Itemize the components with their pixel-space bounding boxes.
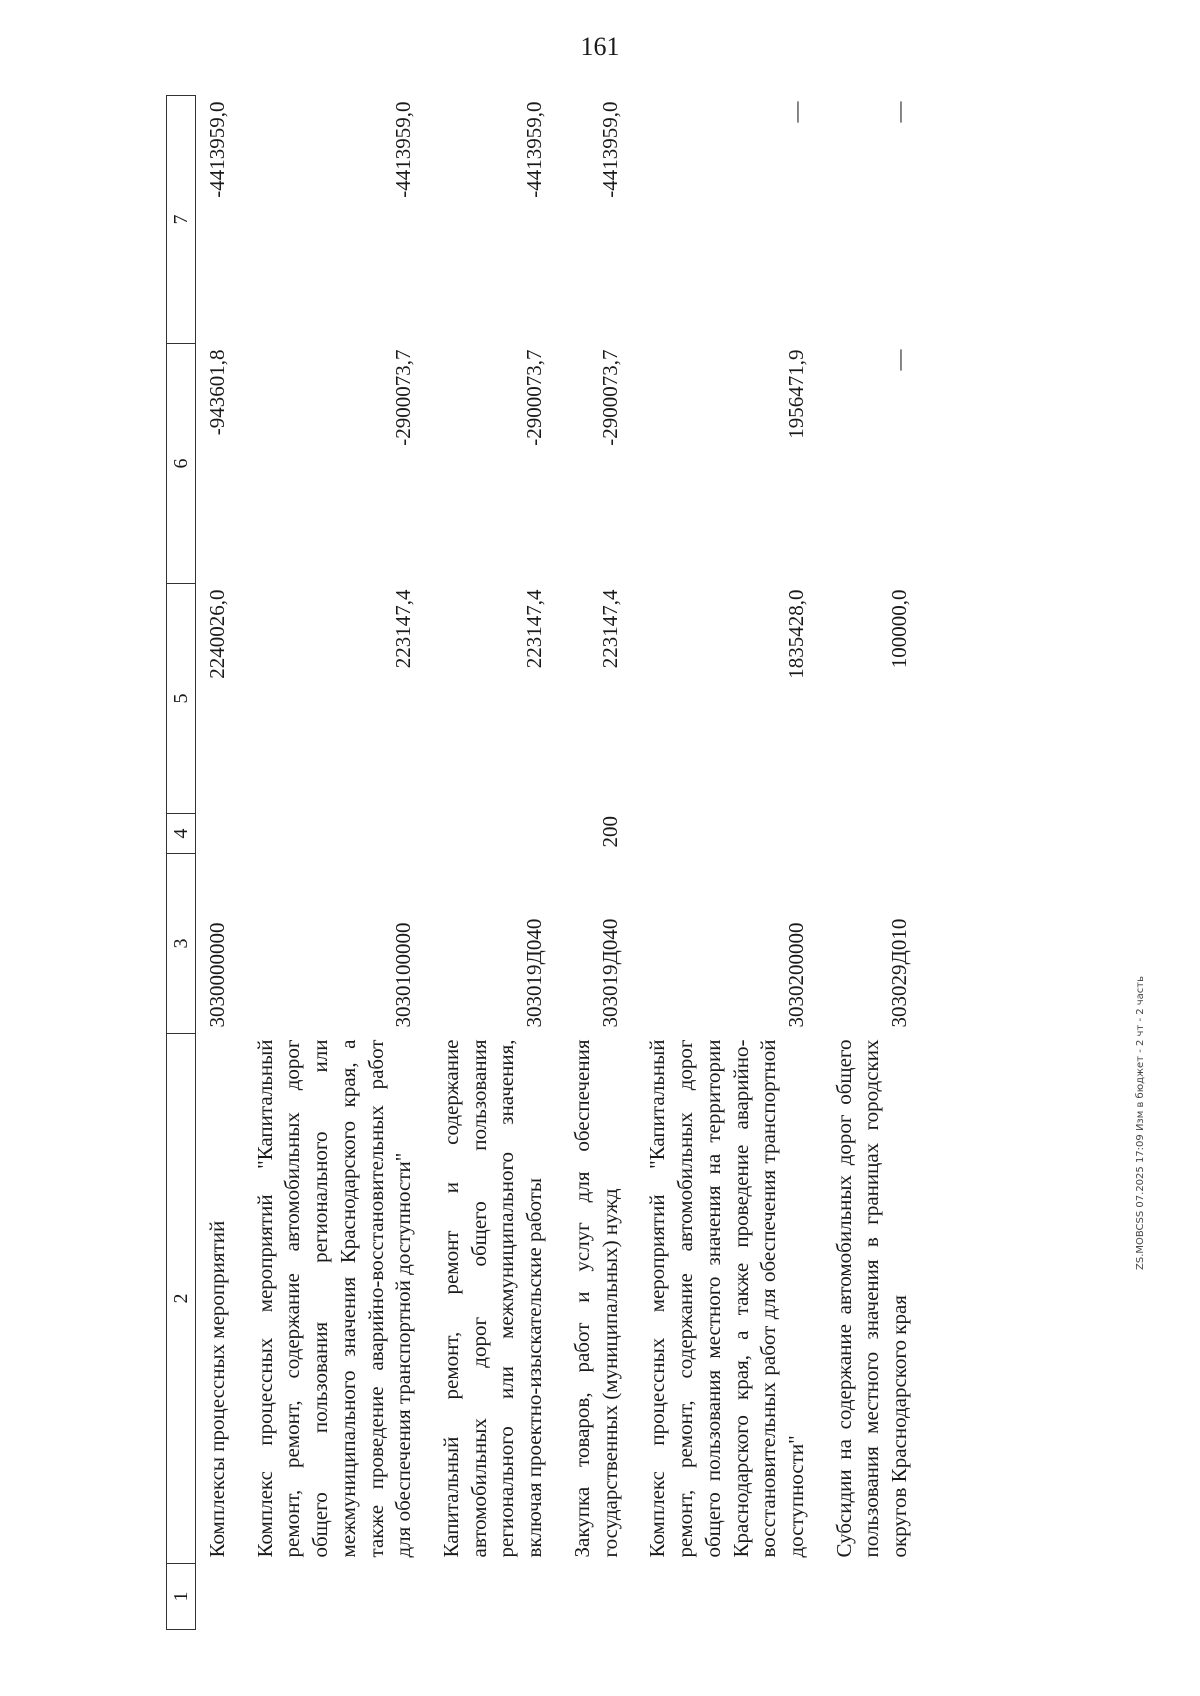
row-value-5: 2240026,0 <box>205 589 229 679</box>
header-col-5: 5 <box>167 584 196 814</box>
row-value-7: -4413959,0 <box>597 101 622 198</box>
row-value-5: 1835428,0 <box>783 589 808 679</box>
row-kvr <box>430 814 561 854</box>
row-value-6: — <box>887 349 912 371</box>
row-value-5: 100000,0 <box>887 589 912 669</box>
row-number-cell <box>561 1564 636 1630</box>
row-value-5: 223147,4 <box>391 589 416 669</box>
header-col-1: 1 <box>167 1564 196 1630</box>
header-col-6: 6 <box>167 344 196 584</box>
row-kvr <box>196 814 244 854</box>
row-value-6: -2900073,7 <box>597 349 622 446</box>
row-value-7: — <box>783 101 808 123</box>
row-name: Комплекс процессных мероприятий "Капитальный ремонт, ремонт, содержание автомобильных дорог общего пользования местного значения на территории Краснодарского края, а также проведение аварийно-восстановительных работ для обеспечения транспортной доступности" <box>645 1039 808 1558</box>
row-value-7: -4413959,0 <box>391 101 416 198</box>
row-value-6: 1956471,9 <box>783 349 808 439</box>
header-col-4: 4 <box>167 814 196 854</box>
row-number-cell <box>430 1564 561 1630</box>
row-value-7: -4413959,0 <box>522 101 547 198</box>
row-code: 3030000000 <box>205 922 229 1028</box>
row-value-5: 223147,4 <box>597 589 622 669</box>
table-row <box>561 96 636 1630</box>
table-row <box>430 96 561 1630</box>
table-row <box>196 96 244 1630</box>
row-code: 3030100000 <box>391 922 416 1028</box>
header-col-7: 7 <box>167 96 196 344</box>
row-number-cell <box>636 1564 822 1630</box>
row-value-5: 223147,4 <box>522 589 547 669</box>
row-kvr <box>823 814 926 854</box>
row-value-6: -943601,8 <box>205 349 229 436</box>
header-col-3: 3 <box>167 854 196 1034</box>
row-name: Комплексы процессных мероприятий <box>205 1220 229 1558</box>
row-code: 303029Д010 <box>887 918 912 1028</box>
row-value-7: -4413959,0 <box>205 101 229 198</box>
table-row <box>244 96 430 1630</box>
row-number-cell <box>823 1564 926 1630</box>
row-name: Капитальный ремонт, ремонт и содержание автомобильных дорог общего пользования регионального или межмуниципального значения, включая проектно-изыскательские работы <box>439 1039 547 1558</box>
budget-table <box>166 95 926 1630</box>
page-number: 161 <box>580 32 620 61</box>
row-kvr <box>244 814 430 854</box>
row-name: Субсидии на содержание автомобильных дорог общего пользования местного значения в границах городских округов Краснодарского края <box>831 1039 912 1558</box>
header-col-2: 2 <box>167 1034 196 1564</box>
table-row <box>823 96 926 1630</box>
row-value-7: — <box>887 101 912 123</box>
row-value-6: -2900073,7 <box>522 349 547 446</box>
row-name: Комплекс процессных мероприятий "Капитальный ремонт, ремонт, содержание автомобильных дорог общего пользования регионального или межмуниципального значения Краснодарского края, а также проведение аварийно-восстановительных работ для обеспечения транспортной доступности" <box>252 1039 416 1558</box>
rotated-table-container <box>166 96 1006 1630</box>
row-name: Закупка товаров, работ и услуг для обеспечения государственных (муниципальных) нужд <box>569 1039 622 1558</box>
row-kvr <box>636 814 822 854</box>
table-row <box>636 96 822 1630</box>
row-number-cell <box>196 1564 244 1630</box>
row-code: 3030200000 <box>783 922 808 1028</box>
row-code: 303019Д040 <box>522 918 547 1028</box>
row-kvr: 200 <box>597 816 622 848</box>
row-value-6: -2900073,7 <box>391 349 416 446</box>
header-row <box>167 96 196 1630</box>
row-number-cell <box>244 1564 430 1630</box>
row-code: 303019Д040 <box>597 918 622 1028</box>
footer-note: ZS.MOBCSS 07.2025 17:09 Изм в бюджет - 2 чт - 2 часть <box>1135 975 1146 1270</box>
